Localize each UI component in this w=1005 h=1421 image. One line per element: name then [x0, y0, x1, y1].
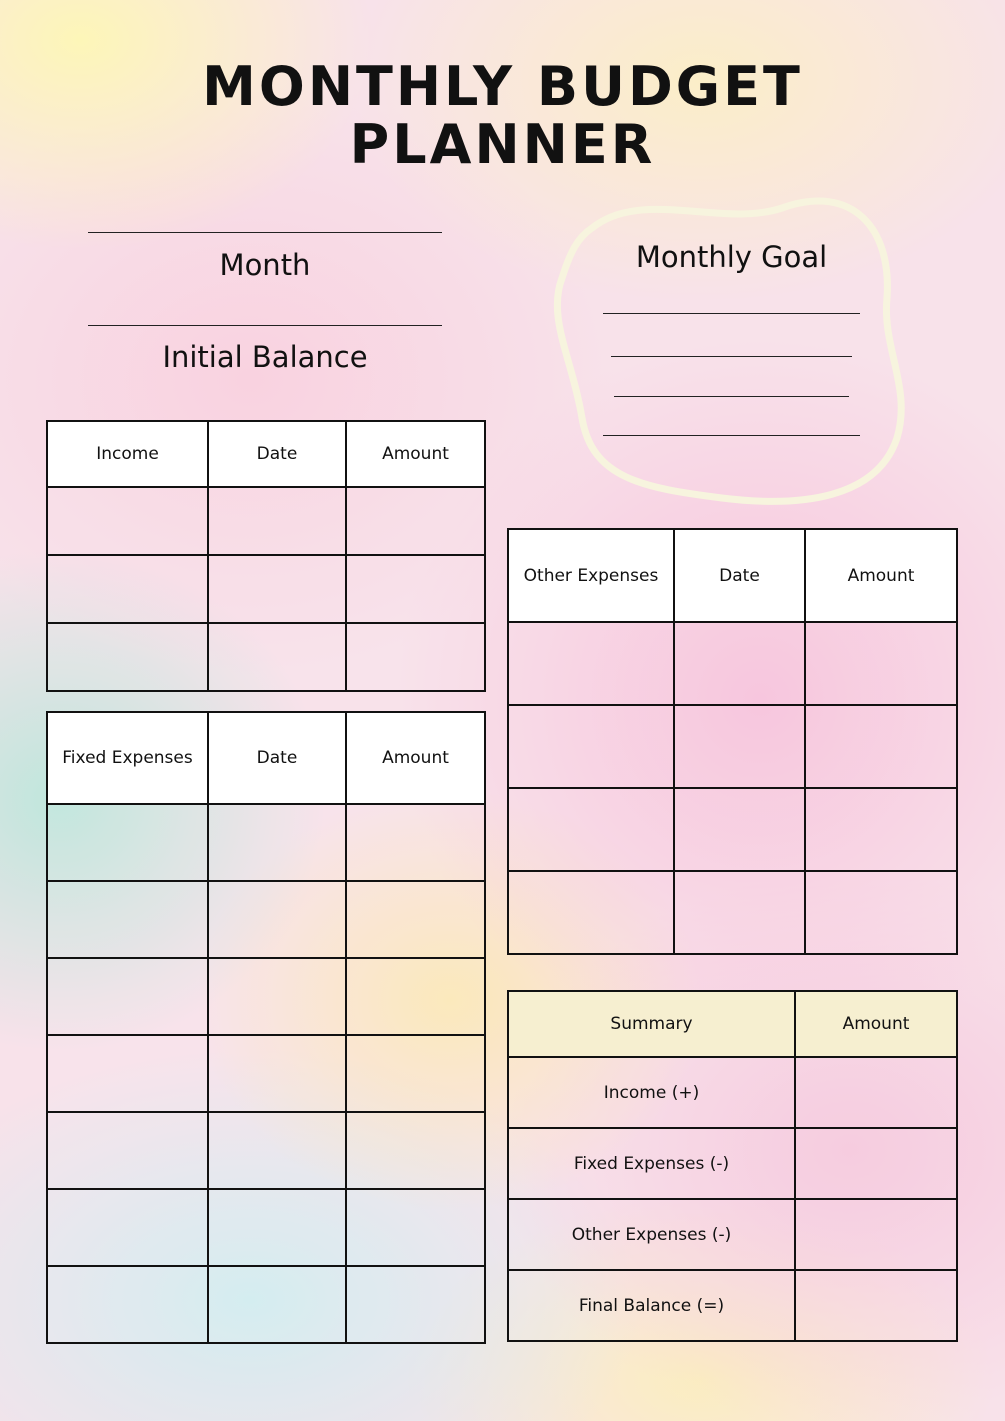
date-header: Date [208, 712, 346, 804]
goal-line-3[interactable] [614, 396, 849, 397]
goal-line-4[interactable] [603, 435, 860, 436]
table-row [508, 788, 957, 871]
title-line-2: PLANNER [349, 113, 656, 176]
table-cell[interactable] [346, 555, 485, 623]
summary-fixed-expenses-label: Fixed Expenses (-) [508, 1128, 795, 1199]
table-row [508, 622, 957, 705]
table-cell[interactable] [208, 1112, 346, 1189]
table-row [508, 1270, 957, 1341]
table-row [508, 1057, 957, 1128]
table-cell[interactable] [346, 804, 485, 881]
table-cell[interactable] [47, 1035, 208, 1112]
table-cell[interactable] [346, 1035, 485, 1112]
initial-balance-label: Initial Balance [162, 340, 368, 374]
table-cell[interactable] [208, 555, 346, 623]
table-cell[interactable] [346, 881, 485, 958]
summary-header: Summary [508, 991, 795, 1057]
table-cell[interactable] [346, 623, 485, 691]
summary-income-label: Income (+) [508, 1057, 795, 1128]
table-row [508, 705, 957, 788]
other-expenses-table [507, 528, 958, 955]
table-cell[interactable] [47, 881, 208, 958]
date-header: Date [208, 421, 346, 487]
other-expenses-header: Other Expenses [508, 529, 674, 622]
table-cell[interactable] [208, 1035, 346, 1112]
table-cell[interactable] [674, 871, 805, 954]
table-cell[interactable] [508, 871, 674, 954]
table-cell[interactable] [795, 1057, 957, 1128]
table-cell[interactable] [47, 1266, 208, 1343]
table-cell[interactable] [508, 705, 674, 788]
table-cell[interactable] [795, 1128, 957, 1199]
table-cell[interactable] [208, 958, 346, 1035]
table-cell[interactable] [346, 1266, 485, 1343]
table-cell[interactable] [346, 487, 485, 555]
table-row [47, 555, 485, 623]
table-cell[interactable] [208, 881, 346, 958]
amount-header: Amount [795, 991, 957, 1057]
table-cell[interactable] [805, 705, 957, 788]
initial-balance-line[interactable] [88, 325, 442, 326]
table-cell[interactable] [805, 871, 957, 954]
table-row [47, 958, 485, 1035]
table-cell[interactable] [346, 1112, 485, 1189]
table-row [47, 487, 485, 555]
table-cell[interactable] [795, 1270, 957, 1341]
table-row [47, 1112, 485, 1189]
table-cell[interactable] [508, 622, 674, 705]
goal-line-2[interactable] [611, 356, 852, 357]
summary-table [507, 990, 958, 1342]
table-cell[interactable] [208, 804, 346, 881]
goal-line-1[interactable] [603, 313, 860, 314]
amount-header: Amount [346, 712, 485, 804]
summary-other-expenses-label: Other Expenses (-) [508, 1199, 795, 1270]
table-cell[interactable] [208, 623, 346, 691]
table-cell[interactable] [805, 622, 957, 705]
table-cell[interactable] [208, 487, 346, 555]
table-row [47, 623, 485, 691]
fixed-expenses-header: Fixed Expenses [47, 712, 208, 804]
table-cell[interactable] [47, 487, 208, 555]
table-row [508, 1128, 957, 1199]
table-row [508, 1199, 957, 1270]
table-row [508, 871, 957, 954]
table-cell[interactable] [47, 958, 208, 1035]
month-line[interactable] [88, 232, 442, 233]
table-cell[interactable] [47, 1112, 208, 1189]
table-cell[interactable] [47, 804, 208, 881]
page-title [0, 55, 1005, 176]
month-label: Month [219, 248, 311, 282]
fixed-expenses-table [46, 711, 486, 1344]
table-cell[interactable] [47, 623, 208, 691]
amount-header: Amount [805, 529, 957, 622]
amount-header: Amount [346, 421, 485, 487]
table-row [47, 1266, 485, 1343]
table-cell[interactable] [795, 1199, 957, 1270]
table-cell[interactable] [47, 1189, 208, 1266]
table-row [47, 1189, 485, 1266]
table-cell[interactable] [346, 1189, 485, 1266]
monthly-goal-label: Monthly Goal [635, 240, 828, 274]
table-cell[interactable] [805, 788, 957, 871]
table-cell[interactable] [208, 1189, 346, 1266]
table-cell[interactable] [508, 788, 674, 871]
monthly-goal-frame [552, 188, 912, 518]
table-row [47, 881, 485, 958]
income-table [46, 420, 486, 692]
table-cell[interactable] [346, 958, 485, 1035]
summary-final-balance-label: Final Balance (=) [508, 1270, 795, 1341]
table-cell[interactable] [674, 705, 805, 788]
table-row [47, 804, 485, 881]
table-cell[interactable] [674, 788, 805, 871]
income-header: Income [47, 421, 208, 487]
table-cell[interactable] [47, 555, 208, 623]
title-line-1: MONTHLY BUDGET [202, 55, 803, 118]
table-row [47, 1035, 485, 1112]
table-cell[interactable] [208, 1266, 346, 1343]
table-cell[interactable] [674, 622, 805, 705]
date-header: Date [674, 529, 805, 622]
